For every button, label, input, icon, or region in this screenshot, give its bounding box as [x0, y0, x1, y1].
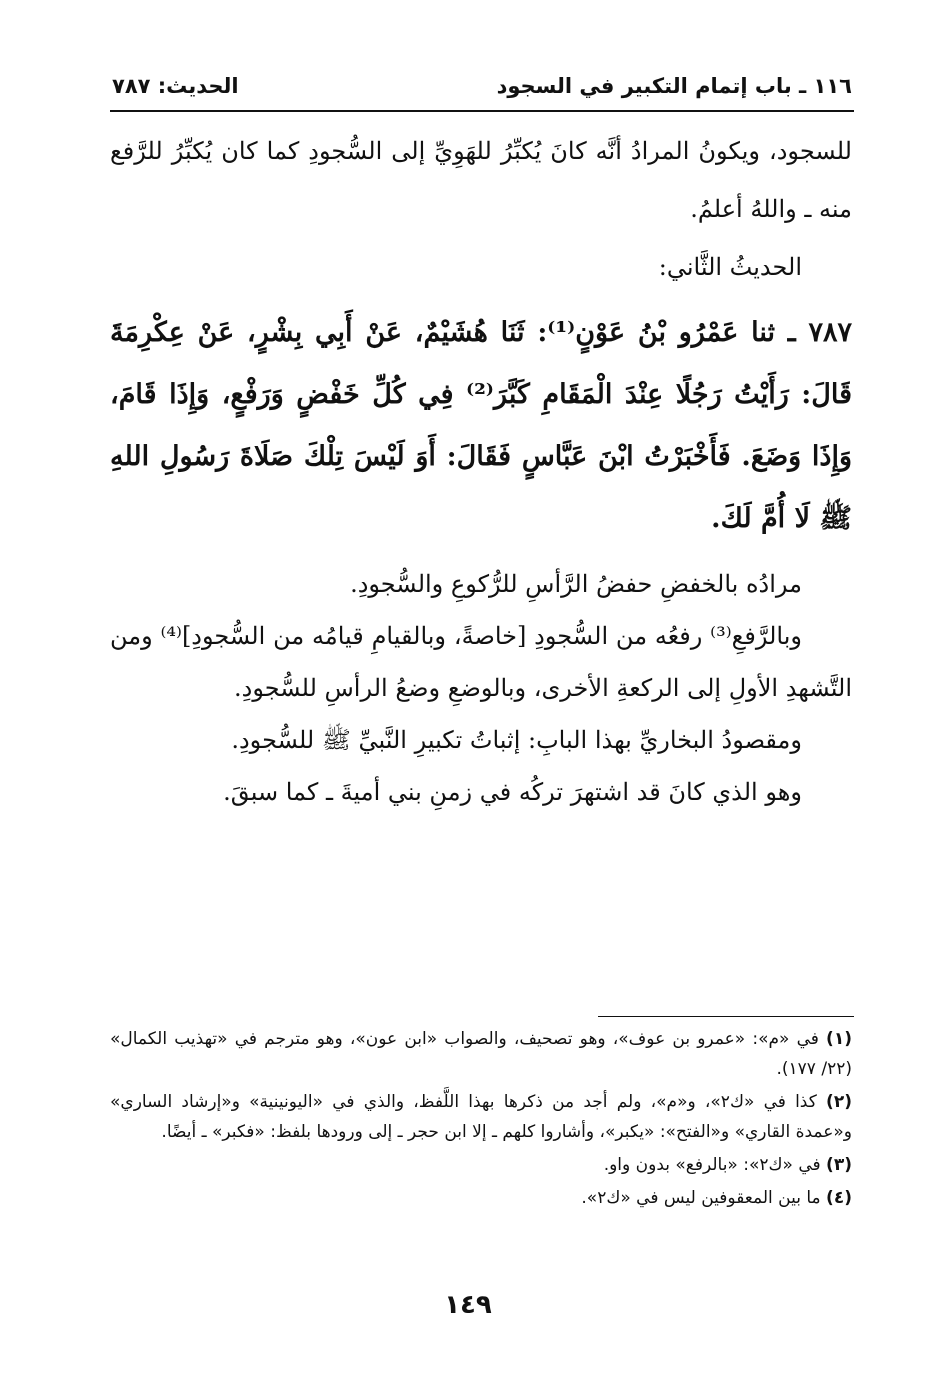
footnote-text: في «ك٢»: «بالرفع» بدون واو.	[603, 1155, 821, 1175]
footnote-number: (١)	[826, 1029, 852, 1049]
paragraph-3: مرادُه بالخفضِ حفضُ الرَّأسِ للرُّكوعِ والسُّجودِ.	[350, 570, 802, 598]
footnote-text: كذا في «ك٢»، و«م»، ولم أجد من ذكرها بهذا اللَّفظ، والذي في «اليونينية» و«إرشاد الساري» و«عمدة القاري» و«الفتح»: «يكبر»، وأشاروا كلهم ـ إلا ابن حجر ـ إلى ورودها بلفظ: «فكبر» ـ أيضًا.	[110, 1092, 852, 1142]
chapter-title: ١١٦ ـ باب إتمام التكبير في السجود	[496, 74, 852, 98]
footnote	[110, 1024, 852, 1084]
hadith-text: ٧٨٧ ـ ثنا عَمْرُو بْنُ عَوْنٍ⁽¹⁾: ثَنَا هُشَيْمٌ، عَنْ أَبِي بِشْرٍ، عَنْ عِكْرِمَةَ قَالَ: رَأَيْتُ رَجُلًا عِنْدَ الْمَقَامِ كَبَّرَ⁽²⁾ فِي كُلِّ خَفْضٍ وَرَفْعٍ، وَإِذَا قَامَ، وَإِذَا وَضَعَ. فَأَخْبَرْتُ ابْنَ عَبَّاسٍ فَقَالَ: أَوَ لَيْسَ تِلْكَ صَلَاةَ رَسُولِ اللهِ ﷺ لَا أُمَّ لَكَ.	[110, 317, 852, 534]
footnote-text: في «م»: «عمرو بن عوف»، وهو تصحيف، والصواب «ابن عون»، وهو مترجم في «تهذيب الكمال» (٢٢/ ١٧٧).	[110, 1029, 852, 1079]
paragraph-1: للسجود، ويكونُ المرادُ أنَّه كانَ يُكبِّرُ للهَوِيِّ إلى السُّجودِ كما كان يُكبِّرُ للرَّفع منه ـ واللهُ أعلمُ.	[110, 137, 852, 223]
hadith-reference: الحديث: ٧٨٧	[112, 74, 239, 98]
section-heading: الحديثُ الثَّاني:	[658, 253, 802, 281]
header-divider	[110, 110, 854, 112]
footnote	[110, 1183, 852, 1213]
paragraph-6: وهو الذي كانَ قد اشتهرَ تركُه في زمنِ بني أميةَ ـ كما سبقَ.	[223, 778, 802, 806]
paragraph-5: ومقصودُ البخاريِّ بهذا البابِ: إثباتُ تكبيرِ النَّبيِّ ﷺ للسُّجودِ.	[231, 726, 802, 754]
footnote	[110, 1150, 852, 1180]
footnote-number: (٣)	[826, 1155, 852, 1175]
paragraph-4: وبالرَّفعِ⁽³⁾ رفعُه من السُّجودِ [خاصةً، وبالقيامِ قيامُه من السُّجودِ]⁽⁴⁾ ومن التَّشهدِ الأولِ إلى الركعةِ الأخرى، وبالوضعِ وضعُ الرأسِ للسُّجودِ.	[110, 622, 852, 702]
running-header	[112, 72, 852, 106]
footnote	[110, 1087, 852, 1147]
page-number: ١٤٩	[444, 1290, 492, 1320]
footnote-number: (٤)	[826, 1188, 852, 1208]
footnotes	[110, 1024, 852, 1216]
footnote-text: ما بين المعقوفين ليس في «ك٢».	[581, 1188, 821, 1208]
main-text	[110, 122, 852, 818]
footnote-number: (٢)	[826, 1092, 852, 1112]
footnote-divider	[598, 1016, 854, 1017]
